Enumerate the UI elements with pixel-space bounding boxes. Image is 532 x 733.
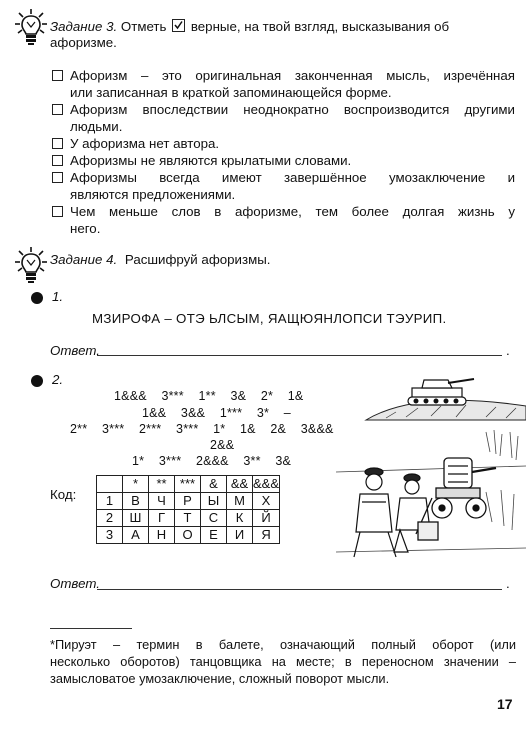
footnote-divider	[50, 628, 132, 629]
footnote: *Пируэт – термин в балете, означающий полный оборот (или несколько оборотов) танцовщика на месте; в переносном значении – замысловатое умозаключение, сложный поворот мысли.	[50, 637, 516, 686]
task4-label: Задание 4.	[50, 252, 118, 267]
part-marker-icon	[31, 292, 43, 304]
code-label: Код:	[50, 487, 77, 502]
item-checkbox[interactable]	[52, 172, 63, 183]
item-checkbox[interactable]	[52, 70, 63, 81]
code-table	[96, 475, 280, 544]
table-header-row: * ** *** & && &&&	[97, 476, 280, 493]
part1-number: 1.	[52, 289, 64, 304]
cipher-line: 1&&& 3*** 1** 3& 2* 1&	[114, 389, 304, 403]
table-row: 2 Ш Г Т С К Й	[97, 510, 280, 527]
part2-number: 2.	[52, 372, 64, 387]
table-row: 1 В Ч Р Ы М Х	[97, 493, 280, 510]
cipher-line: 2&&	[210, 438, 235, 452]
item-checkbox[interactable]	[52, 206, 63, 217]
answer2-end: .	[506, 576, 510, 591]
task4-text: Расшифруй афоризмы.	[124, 252, 271, 267]
item-text: Афоризм – это оригинальная законченная мысль, изречённая или записанная в краткой запоминающейся форме.	[70, 68, 515, 100]
checkmark-box-icon	[172, 19, 185, 32]
item-text: Афоризмы не являются крылатыми словами.	[70, 153, 352, 168]
soldier-figure	[354, 468, 396, 557]
answer2-field[interactable]	[97, 589, 502, 590]
part-marker-icon	[31, 375, 43, 387]
task4-header	[50, 252, 270, 267]
item-checkbox[interactable]	[52, 104, 63, 115]
war-scene-illustration	[336, 362, 526, 562]
machine-gun-icon	[416, 458, 496, 540]
answer1-label: Ответ.	[50, 343, 100, 358]
lightbulb-icon	[14, 246, 48, 284]
task3-header	[50, 18, 449, 34]
item-checkbox[interactable]	[52, 138, 63, 149]
cipher-line: 2** 3*** 2*** 3*** 1* 1& 2& 3&&&	[70, 422, 334, 436]
item-text: Афоризмы всегда имеют завершённое умозаключение и являются предложениями.	[70, 170, 515, 202]
task3-text-line2: афоризме.	[50, 35, 117, 50]
item-text: Афоризм впоследствии неоднократно воспроизводится другими людьми.	[70, 102, 515, 134]
table-row: 3 А Н О Е И Я	[97, 527, 280, 544]
item-checkbox[interactable]	[52, 155, 63, 166]
cipher-line: 1&& 3&& 1*** 3* –	[142, 406, 291, 420]
tank-icon	[408, 379, 474, 405]
task3-text-after: верные, на твой взгляд, высказывания об	[190, 19, 450, 34]
page-number: 17	[497, 696, 513, 712]
cipher-line: 1* 3*** 2&&& 3** 3&	[132, 454, 292, 468]
part1-cipher: МЗИРОФА – ОТЭ ЬЛСЫМ, ЯАЩЮЯНЛОПСИ ТЭУРИП.	[92, 311, 447, 326]
item-text: Чем меньше слов в афоризме, тем более долгая жизнь у него.	[70, 204, 515, 236]
task3-label: Задание 3.	[50, 19, 118, 34]
task3-text-before: Отметь	[120, 19, 167, 34]
lightbulb-icon	[14, 8, 48, 46]
item-text: У афоризма нет автора.	[70, 136, 220, 151]
answer1-end: .	[506, 343, 510, 358]
answer2-label: Ответ.	[50, 576, 100, 591]
answer1-field[interactable]	[97, 355, 502, 356]
